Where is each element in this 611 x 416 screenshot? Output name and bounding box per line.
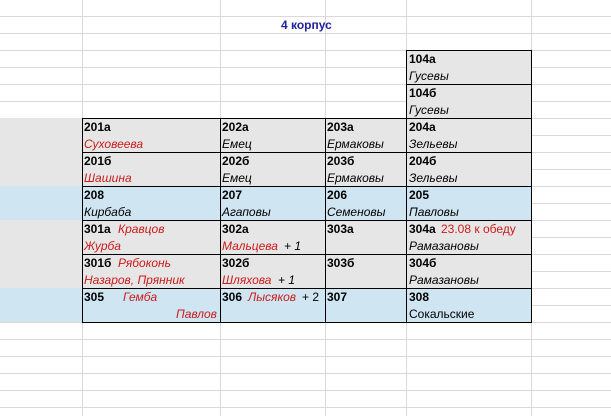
room-number: 302а [222,222,249,236]
room-occupants: Суховеева [84,137,144,151]
gridline-h [0,33,611,34]
gridline-h [0,407,611,408]
room-number: 104б [409,86,437,100]
room-occupants: Шашина [84,171,132,185]
room-occupants: Агаповы [222,205,271,219]
room-occupants: Рамазановы [409,273,479,287]
room-note: Лысяков [248,290,297,304]
room-occupants: Семеновы [327,205,386,219]
room-occupants: Рамазановы [409,239,479,253]
room-occupants: Емец [222,171,252,185]
room-extra-guests: + 1 [278,273,296,287]
room-number: 203а [327,120,354,134]
border-h [82,322,532,323]
room-number: 307 [327,290,348,304]
room-number: 301а [84,222,111,236]
room-occupants: Мальцева [222,239,278,253]
room-occupants: Зельевы [409,171,458,185]
room-occupants: Павловы [409,205,459,219]
room-number: 201б [84,154,112,168]
room-number: 306 [222,290,243,304]
room-number: 202а [222,120,249,134]
room-extra-guests: + 1 [284,239,302,253]
room-number: 206 [327,188,348,202]
room-occupants: Ермаковы [327,137,384,151]
room-number: 301б [84,256,112,270]
room-note: 23.08 к обеду [441,222,516,236]
room-occupants: Сокальские [409,307,475,321]
room-note: Кравцов [118,222,165,236]
room-occupants: Гусевы [409,69,449,83]
room-occupants: Назаров, Прянник [84,273,185,287]
room-number: 304а [409,222,436,236]
room-note: Рябоконь [118,256,171,270]
room-number: 104а [409,52,436,66]
room-number: 208 [84,188,105,202]
sheet-title: 4 корпус [281,18,332,32]
room-occupants: Гусевы [409,103,449,117]
room-number: 305 [84,290,105,304]
room-number: 204б [409,154,437,168]
border-h [82,186,532,187]
border-h [82,152,532,153]
room-number: 303а [327,222,354,236]
room-occupants: Шляхова [222,273,272,287]
room-occupants: Емец [222,137,252,151]
room-number: 201а [84,120,111,134]
room-occupants: Журба [84,239,121,253]
room-number: 302б [222,256,250,270]
room-occupants: Ермаковы [327,171,384,185]
room-occupants: Кирбаба [84,205,132,219]
room-note: Гемба [123,290,158,304]
room-number: 303б [327,256,355,270]
gridline-h [0,390,611,391]
room-occupants: Павлов [176,307,217,321]
border-h [82,118,532,119]
room-occupants: Зельевы [409,137,458,151]
room-extra-guests: + 2 [302,290,320,304]
room-number: 207 [222,188,243,202]
gridline-h [0,339,611,340]
room-number: 205 [409,188,430,202]
room-number: 203б [327,154,355,168]
room-number: 308 [409,290,430,304]
gridline-h [0,356,611,357]
room-number: 202б [222,154,250,168]
room-number: 304б [409,256,437,270]
gridline-h [0,373,611,374]
room-number: 204а [409,120,436,134]
